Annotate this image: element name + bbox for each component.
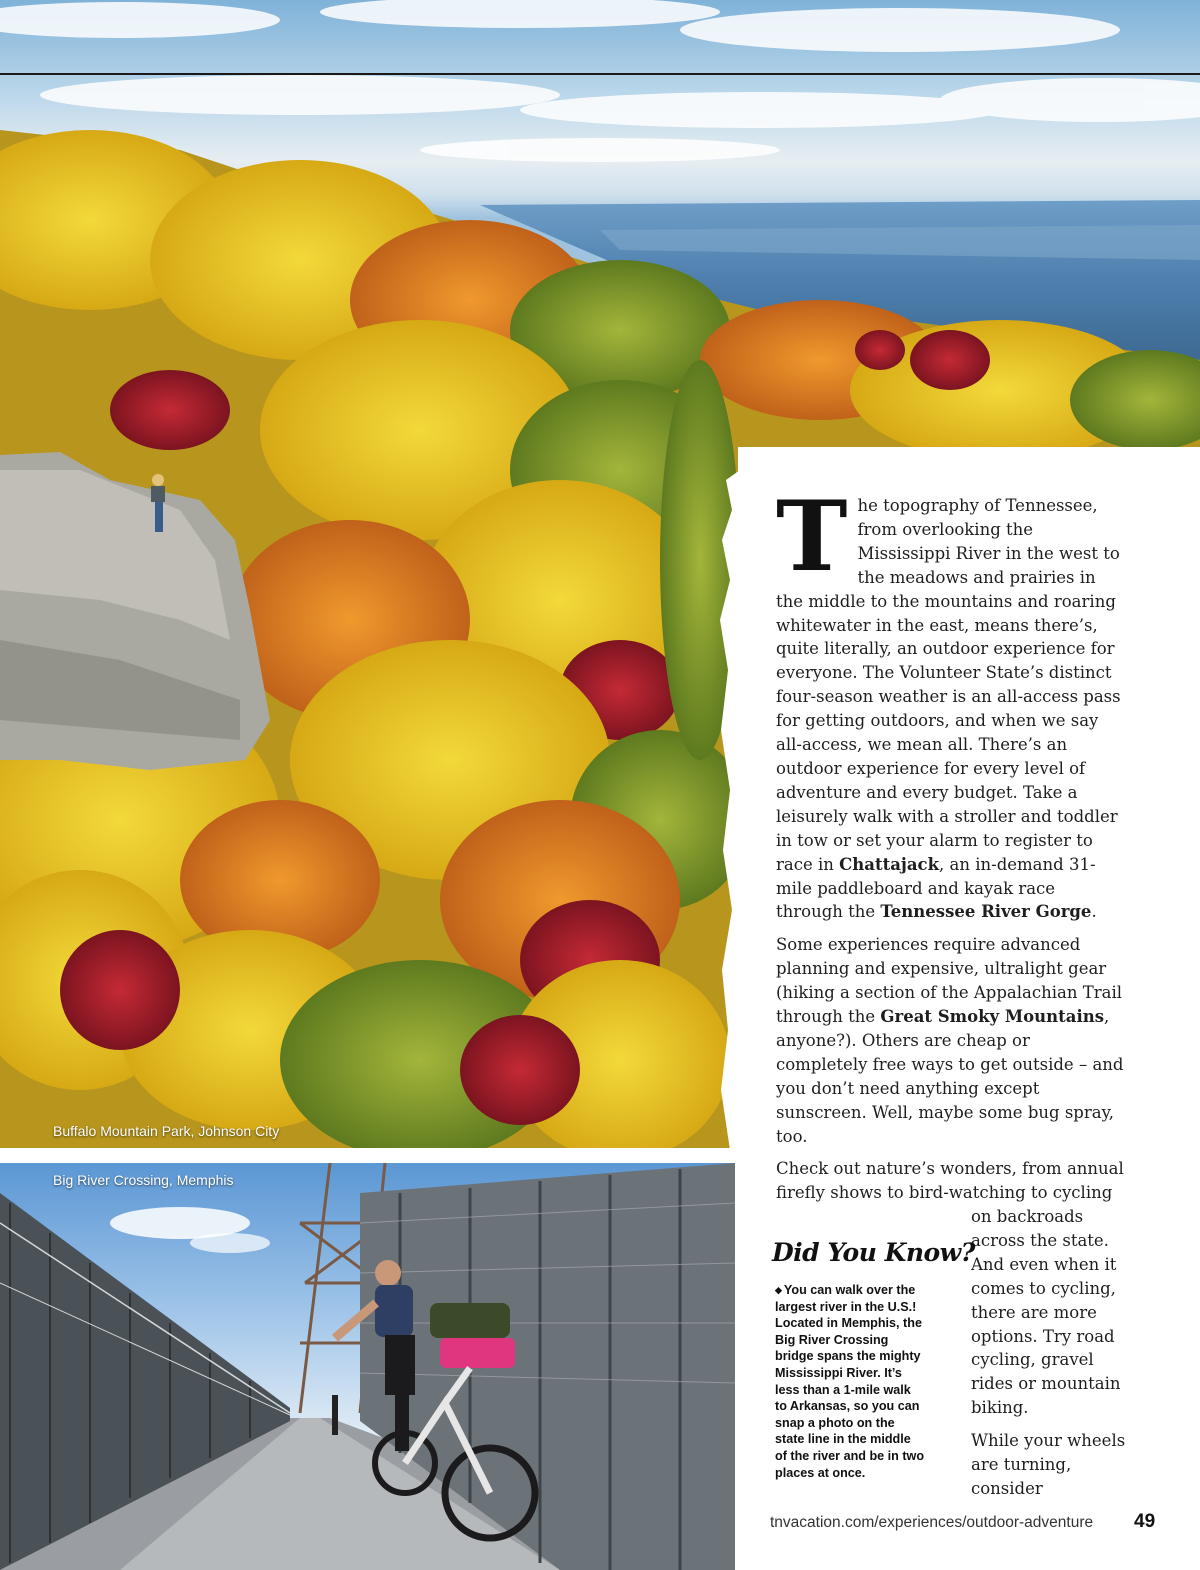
article-paragraph-1 (776, 480, 1126, 924)
bridge-illustration (0, 1163, 735, 1570)
highlight-tennessee-river-gorge: Tennessee River Gorge (880, 902, 1092, 922)
did-you-know-text: You can walk over the largest river in the U.S.! Located in Memphis, the Big River Crossing bridge spans the mighty Mississippi River. It’s less than a 1-mile walk to Arkansas, so you can snap a photo on the state line in the middle of the river and be in two places at once. (775, 1283, 925, 1480)
did-you-know-body (775, 1282, 925, 1481)
footer-url[interactable]: tnvacation.com/experiences/outdoor-adventure (770, 1514, 1094, 1531)
article-text: Some experiences require advanced planning and expensive, ultralight gear (hiking a section of the Appalachian Trail through the (776, 935, 1123, 1027)
article-text: . (1091, 902, 1097, 922)
article-text: he topography of Tennessee, from overlooking the Mississippi River in the west to the meadows and prairies in the middle to the mountains and roaring whitewater in the east, means there’s, quite literally, an outdoor experience for everyone. The Volunteer State’s distinct four-season weather is an all-access pass for getting outdoors, and when we say all-access, we mean all. There’s an outdoor experience for every level of adventure and every budget. Take a leisurely walk with a stroller and toddler in tow or set your alarm to register to race in (776, 496, 1121, 874)
distant-pedestrian (332, 1395, 338, 1435)
bullet-icon: ◆ (775, 1285, 782, 1295)
highlight-great-smoky-mountains: Great Smoky Mountains (880, 1007, 1105, 1027)
did-you-know-title: Did You Know? (772, 1238, 975, 1267)
article-paragraph-4: While your wheels are turning, consider (971, 1431, 1126, 1498)
article-narrow-column (971, 1205, 1131, 1510)
article-text: , anyone?). Others are cheap or completely free ways to get outside – and you don’t need anything except sunscreen. Well, maybe some bug spray, too. (776, 1007, 1124, 1146)
highlight-chattajack: Chattajack (839, 854, 940, 874)
clouds (0, 0, 1200, 162)
torn-paper-edge (718, 470, 740, 1170)
article-text: , an in-demand 31-mile paddleboard and kayak race through the (776, 854, 1096, 922)
drop-cap: T (776, 480, 848, 593)
article-paragraph-2 (776, 933, 1126, 1148)
photo-caption-big-river-crossing: Big River Crossing, Memphis (53, 1172, 234, 1188)
top-rule (0, 73, 1200, 75)
article-body (776, 480, 1126, 1214)
page-number: 49 (1134, 1511, 1156, 1532)
photo-caption-buffalo-mountain: Buffalo Mountain Park, Johnson City (53, 1123, 280, 1139)
article-paragraph-3-cont: on backroads across the state. And even when it comes to cycling, there are more options. Try road cycling, gravel rides or mountain biking. (971, 1207, 1121, 1418)
article-paragraph-3-lead: Check out nature’s wonders, from annual firefly shows to bird-watching to cycling (776, 1159, 1124, 1203)
photo-big-river-crossing (0, 1163, 735, 1570)
